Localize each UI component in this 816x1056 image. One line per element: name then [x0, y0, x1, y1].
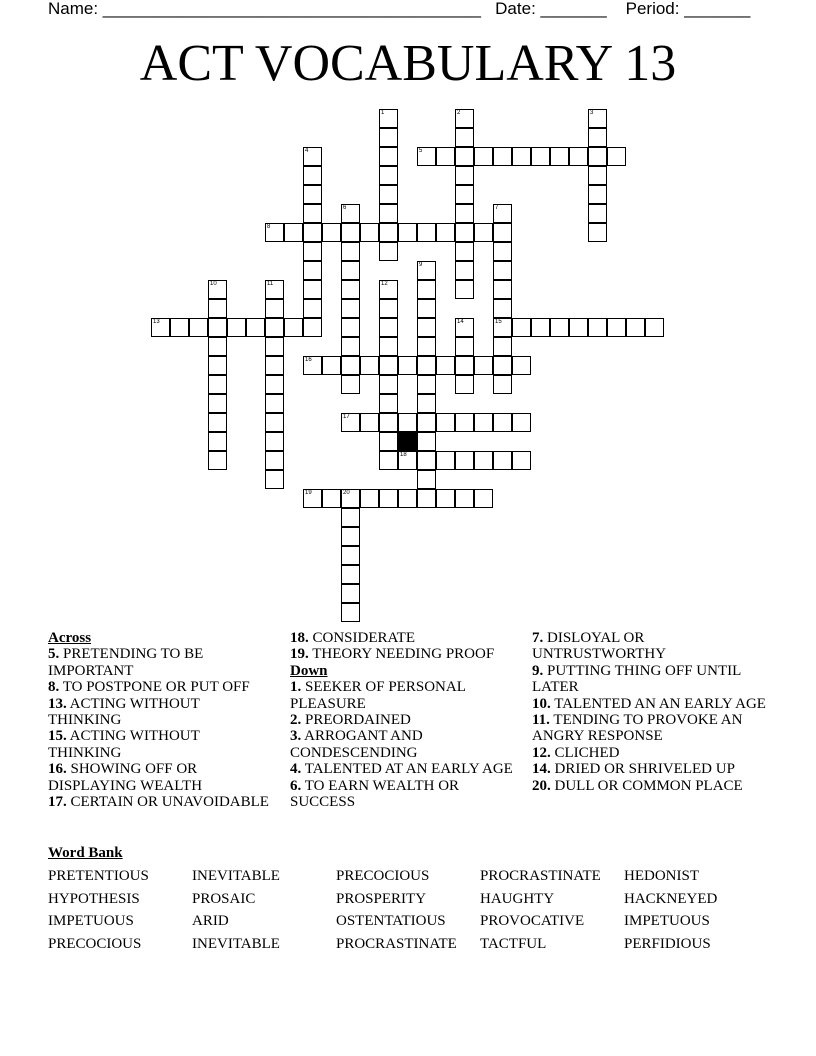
- clue-number: 19: [305, 490, 312, 496]
- clue-text: DULL OR COMMON PLACE: [550, 777, 743, 794]
- clue-text: CONSIDERATE: [308, 630, 416, 646]
- clue-number: 12: [381, 281, 388, 287]
- crossword-cell[interactable]: [208, 394, 227, 413]
- clue-text: ACTING WITHOUT THINKING: [48, 728, 200, 761]
- word-bank-word: PRECOCIOUS: [336, 868, 430, 884]
- crossword-cell[interactable]: [474, 147, 493, 166]
- clue-number: 20.: [532, 777, 551, 794]
- clue-number: 15: [495, 319, 502, 325]
- crossword-cell[interactable]: [208, 432, 227, 451]
- crossword-cell[interactable]: [303, 261, 322, 280]
- crossword-cell[interactable]: [208, 299, 227, 318]
- clue-number: 18: [400, 452, 407, 458]
- clue-number: 3.: [290, 728, 302, 745]
- crossword-cell[interactable]: [417, 318, 436, 337]
- crossword-cell[interactable]: [379, 128, 398, 147]
- word-bank-word: INEVITABLE: [192, 936, 280, 953]
- clue-number: 10: [210, 281, 217, 287]
- crossword-cell[interactable]: [455, 261, 474, 280]
- crossword-cell[interactable]: [474, 356, 493, 375]
- clue-number: 2.: [290, 712, 302, 729]
- crossword-cell[interactable]: [303, 242, 322, 261]
- crossword-cell[interactable]: [455, 451, 474, 470]
- crossword-cell[interactable]: [341, 299, 360, 318]
- crossword-cell[interactable]: [417, 470, 436, 489]
- crossword-cell[interactable]: [645, 318, 664, 337]
- crossword-cell[interactable]: [265, 337, 284, 356]
- clue-number: 15.: [48, 728, 67, 745]
- clue-number: 20: [343, 490, 350, 496]
- crossword-cell[interactable]: [550, 318, 569, 337]
- crossword-cell[interactable]: [265, 280, 284, 299]
- crossword-cell[interactable]: [474, 489, 493, 508]
- clue-text: SEEKER OF PERSONAL PLEASURE: [290, 679, 466, 712]
- clue-item: [48, 646, 273, 679]
- clue-number: 17.: [48, 794, 67, 811]
- crossword-cell[interactable]: [379, 204, 398, 223]
- clue-text: THEORY NEEDING PROOF: [308, 646, 495, 663]
- crossword-cell[interactable]: [417, 394, 436, 413]
- clue-item: [532, 778, 767, 794]
- crossword-cell[interactable]: [303, 185, 322, 204]
- crossword-cell[interactable]: [265, 299, 284, 318]
- crossword-cell[interactable]: [493, 147, 512, 166]
- crossword-cell[interactable]: [170, 318, 189, 337]
- crossword-cell[interactable]: [379, 166, 398, 185]
- clue-text: TALENTED AN AN EARLY AGE: [550, 695, 766, 712]
- page-title: ACT VOCABULARY 13: [139, 35, 677, 92]
- crossword-cell[interactable]: [417, 489, 436, 508]
- crossword-cell[interactable]: [379, 356, 398, 375]
- clue-text: DISLOYAL OR UNTRUSTWORTHY: [532, 630, 667, 663]
- crossword-cell[interactable]: [588, 128, 607, 147]
- word-bank-word: ARID: [192, 913, 229, 930]
- crossword-cell[interactable]: [265, 394, 284, 413]
- crossword-cell[interactable]: [303, 299, 322, 318]
- word-bank-word: IMPETUOUS: [48, 913, 134, 930]
- clue-number: 10.: [532, 695, 551, 712]
- clue-item: [48, 761, 273, 794]
- crossword-cell[interactable]: [588, 204, 607, 223]
- word-bank-word: PRETENTIOUS: [48, 868, 149, 884]
- crossword-cell[interactable]: [512, 318, 531, 337]
- crossword-cell[interactable]: [417, 337, 436, 356]
- crossword-cell[interactable]: [436, 451, 455, 470]
- crossword-cell[interactable]: [493, 318, 512, 337]
- crossword-cell[interactable]: [360, 356, 379, 375]
- crossword-cell[interactable]: [493, 280, 512, 299]
- clue-text: TALENTED AT AN EARLY AGE: [301, 761, 513, 778]
- name-field[interactable]: Name: ________________________________________: [48, 0, 481, 18]
- crossword-cell[interactable]: [379, 451, 398, 470]
- crossword-cell[interactable]: [531, 147, 550, 166]
- clue-number: 7.: [532, 630, 544, 646]
- period-field[interactable]: Period: _______: [625, 0, 751, 18]
- crossword-cell[interactable]: [360, 489, 379, 508]
- crossword-cell[interactable]: [588, 147, 607, 166]
- crossword-cell[interactable]: [417, 375, 436, 394]
- clue-text: CLICHED: [550, 744, 620, 761]
- crossword-cell[interactable]: [303, 356, 322, 375]
- crossword-cell[interactable]: [379, 337, 398, 356]
- word-bank-word: IMPETUOUS: [624, 913, 710, 930]
- crossword-cell[interactable]: [588, 109, 607, 128]
- clue-item: [48, 679, 273, 695]
- crossword-cell[interactable]: [303, 280, 322, 299]
- clue-number: 8.: [48, 679, 60, 696]
- clue-number: 12.: [532, 744, 551, 761]
- clue-item: [532, 663, 767, 696]
- crossword-cell[interactable]: [455, 223, 474, 242]
- word-bank-word: PROCRASTINATE: [336, 936, 457, 953]
- crossword-cell[interactable]: [512, 451, 531, 470]
- word-bank-word: HEDONIST: [624, 868, 699, 884]
- crossword-cell[interactable]: [265, 413, 284, 432]
- crossword-cell[interactable]: [493, 242, 512, 261]
- crossword-cell[interactable]: [341, 603, 360, 622]
- crossword-cell[interactable]: [436, 223, 455, 242]
- crossword-cell[interactable]: [379, 432, 398, 451]
- crossword-cell[interactable]: [379, 318, 398, 337]
- crossword-cell[interactable]: [512, 413, 531, 432]
- clue-number: 18.: [290, 630, 309, 646]
- word-bank-word: OSTENTATIOUS: [336, 913, 446, 930]
- crossword-cell[interactable]: [265, 451, 284, 470]
- crossword-cell[interactable]: [208, 451, 227, 470]
- crossword-cell[interactable]: [474, 451, 493, 470]
- clue-text: TO EARN WEALTH OR SUCCESS: [290, 777, 460, 811]
- clue-item: [532, 696, 767, 712]
- clue-text: ARROGANT AND CONDESCENDING: [290, 728, 423, 761]
- crossword-cell[interactable]: [265, 470, 284, 489]
- crossword-cell[interactable]: [436, 489, 455, 508]
- crossword-cell[interactable]: [208, 318, 227, 337]
- clue-number: 1.: [290, 679, 302, 696]
- clue-number: 9.: [532, 662, 544, 679]
- crossword-cell[interactable]: [341, 204, 360, 223]
- crossword-cell[interactable]: [455, 489, 474, 508]
- clues-column-2: [290, 630, 515, 810]
- crossword-cell[interactable]: [588, 318, 607, 337]
- clue-item: [290, 712, 515, 728]
- crossword-cell[interactable]: [341, 565, 360, 584]
- crossword-cell[interactable]: [341, 280, 360, 299]
- crossword-cell[interactable]: [303, 223, 322, 242]
- clue-number: 7: [495, 205, 499, 211]
- word-bank-word: PROCRASTINATE: [480, 868, 601, 884]
- crossword-cell[interactable]: [208, 375, 227, 394]
- crossword-cell[interactable]: [417, 261, 436, 280]
- crossword-cell[interactable]: [151, 318, 170, 337]
- crossword-cell[interactable]: [398, 489, 417, 508]
- clue-item: [532, 761, 767, 777]
- crossword-cell[interactable]: [341, 356, 360, 375]
- crossword-cell[interactable]: [379, 489, 398, 508]
- crossword-cell[interactable]: [436, 147, 455, 166]
- clue-section-heading: Down: [290, 662, 328, 679]
- crossword-cell[interactable]: [455, 337, 474, 356]
- word-bank-word: HACKNEYED: [624, 890, 718, 907]
- clue-number: 9: [419, 262, 423, 268]
- crossword-cell[interactable]: [493, 204, 512, 223]
- clue-number: 13.: [48, 695, 67, 712]
- clue-number: 5: [419, 148, 423, 154]
- word-bank-word: PROVOCATIVE: [480, 913, 585, 930]
- clue-number: 5.: [48, 646, 60, 663]
- crossword-cell[interactable]: [455, 185, 474, 204]
- clue-number: 16.: [48, 761, 67, 778]
- clue-text: DRIED OR SHRIVELED UP: [550, 761, 735, 778]
- crossword-cell[interactable]: [341, 584, 360, 603]
- clues-column-3: [532, 630, 767, 794]
- crossword-cell[interactable]: [303, 166, 322, 185]
- clue-item: [290, 646, 515, 662]
- crossword-cell[interactable]: [341, 261, 360, 280]
- clue-number: 8: [267, 224, 271, 230]
- crossword-cell[interactable]: [398, 413, 417, 432]
- crossword-cell[interactable]: [550, 147, 569, 166]
- crossword-cell[interactable]: [265, 356, 284, 375]
- crossword-cell[interactable]: [208, 413, 227, 432]
- crossword-cell[interactable]: [303, 489, 322, 508]
- crossword-cell[interactable]: [455, 109, 474, 128]
- crossword-cell[interactable]: [417, 299, 436, 318]
- crossword-cell[interactable]: [227, 318, 246, 337]
- crossword-cell[interactable]: [493, 299, 512, 318]
- crossword-cell[interactable]: [341, 223, 360, 242]
- crossword-cell[interactable]: [379, 394, 398, 413]
- clue-item: [532, 712, 767, 745]
- clue-number: 17: [343, 414, 350, 420]
- crossword-cell[interactable]: [208, 356, 227, 375]
- crossword-cell[interactable]: [417, 147, 436, 166]
- clue-item: [290, 630, 515, 646]
- crossword-cell[interactable]: [341, 546, 360, 565]
- crossword-cell[interactable]: [379, 413, 398, 432]
- crossword-cell[interactable]: [322, 223, 341, 242]
- word-bank-word: TACTFUL: [480, 936, 547, 953]
- word-bank-word: INEVITABLE: [192, 868, 280, 884]
- crossword-cell[interactable]: [265, 318, 284, 337]
- clue-number: 1: [381, 110, 385, 116]
- clue-number: 4.: [290, 761, 302, 778]
- crossword-cell[interactable]: [588, 166, 607, 185]
- crossword-cell[interactable]: [417, 413, 436, 432]
- crossword-cell[interactable]: [341, 413, 360, 432]
- clue-item: [532, 630, 767, 663]
- crossword-cell[interactable]: [398, 451, 417, 470]
- crossword-cell[interactable]: [512, 147, 531, 166]
- crossword-cell[interactable]: [284, 223, 303, 242]
- crossword-cell[interactable]: [493, 337, 512, 356]
- crossword-cell[interactable]: [322, 356, 341, 375]
- crossword-cell[interactable]: [417, 432, 436, 451]
- crossword-cell[interactable]: [436, 356, 455, 375]
- clue-item: [48, 794, 273, 810]
- crossword-cell[interactable]: [208, 337, 227, 356]
- crossword-cell[interactable]: [360, 413, 379, 432]
- clue-number: 11: [267, 281, 274, 287]
- crossword-cell[interactable]: [341, 508, 360, 527]
- clue-number: 3: [590, 110, 594, 116]
- crossword-cell[interactable]: [379, 242, 398, 261]
- crossword-cell[interactable]: [607, 318, 626, 337]
- crossword-cell[interactable]: [493, 413, 512, 432]
- crossword-cell[interactable]: [569, 147, 588, 166]
- crossword-cell[interactable]: [493, 375, 512, 394]
- crossword-cell[interactable]: [417, 356, 436, 375]
- clue-text: PREORDAINED: [301, 712, 411, 729]
- crossword-cell[interactable]: [398, 223, 417, 242]
- clue-number: 14.: [532, 761, 551, 778]
- date-field[interactable]: Date: _______: [495, 0, 607, 18]
- crossword-cell[interactable]: [531, 318, 550, 337]
- clue-number: 13: [153, 319, 160, 325]
- crossword-cell[interactable]: [284, 318, 303, 337]
- crossword-cell[interactable]: [588, 185, 607, 204]
- crossword-cell[interactable]: [341, 337, 360, 356]
- crossword-cell[interactable]: [379, 109, 398, 128]
- word-bank-word: PERFIDIOUS: [624, 936, 711, 953]
- clue-item: [290, 778, 515, 811]
- clue-item: [48, 728, 273, 761]
- crossword-cell[interactable]: [208, 280, 227, 299]
- crossword-cell[interactable]: [379, 223, 398, 242]
- clue-text: ACTING WITHOUT THINKING: [48, 695, 200, 729]
- crossword-cell[interactable]: [436, 413, 455, 432]
- crossword-cell[interactable]: [341, 375, 360, 394]
- clue-item: [48, 696, 273, 729]
- crossword-cell[interactable]: [341, 527, 360, 546]
- crossword-cell[interactable]: [455, 280, 474, 299]
- word-bank-word: HAUGHTY: [480, 890, 555, 907]
- crossword-cell[interactable]: [322, 489, 341, 508]
- crossword-cell[interactable]: [588, 223, 607, 242]
- word-bank-word: PROSPERITY: [336, 890, 427, 907]
- crossword-cell[interactable]: [455, 242, 474, 261]
- clue-text: CERTAIN OR UNAVOIDABLE: [66, 794, 269, 811]
- word-bank-word: HYPOTHESIS: [48, 890, 140, 907]
- crossword-cell[interactable]: [379, 375, 398, 394]
- clue-section-heading: Across: [48, 630, 92, 646]
- clue-text: PUTTING THING OFF UNTIL LATER: [532, 662, 741, 696]
- clue-number: 16: [305, 357, 312, 363]
- crossword-cell[interactable]: [379, 147, 398, 166]
- crossword-cell[interactable]: [455, 318, 474, 337]
- crossword-cell[interactable]: [455, 147, 474, 166]
- word-bank-word: PROSAIC: [192, 890, 256, 907]
- clue-text: SHOWING OFF OR DISPLAYING WEALTH: [48, 761, 203, 794]
- crossword-cell[interactable]: [341, 242, 360, 261]
- clue-text: TO POSTPONE OR PUT OFF: [59, 679, 250, 696]
- blocked-square: [398, 432, 417, 451]
- clue-item: [290, 679, 515, 712]
- crossword-cell[interactable]: [379, 185, 398, 204]
- crossword-cell[interactable]: [265, 432, 284, 451]
- crossword-cell[interactable]: [607, 147, 626, 166]
- crossword-cell[interactable]: [455, 356, 474, 375]
- crossword-cell[interactable]: [379, 280, 398, 299]
- clue-item: [290, 761, 515, 777]
- crossword-cell[interactable]: [493, 261, 512, 280]
- crossword-cell[interactable]: [474, 223, 493, 242]
- crossword-cell[interactable]: [341, 318, 360, 337]
- clue-number: 2: [457, 110, 461, 116]
- crossword-cell[interactable]: [626, 318, 645, 337]
- crossword-cell[interactable]: [455, 204, 474, 223]
- word-bank-word: PRECOCIOUS: [48, 936, 142, 953]
- clue-number: 4: [305, 148, 309, 154]
- crossword-cell[interactable]: [303, 147, 322, 166]
- crossword-cell[interactable]: [341, 489, 360, 508]
- clue-text: TENDING TO PROVOKE AN ANGRY RESPONSE: [532, 712, 743, 745]
- clue-number: 6: [343, 205, 347, 211]
- crossword-cell[interactable]: [512, 356, 531, 375]
- crossword-cell[interactable]: [398, 356, 417, 375]
- crossword-cell[interactable]: [569, 318, 588, 337]
- crossword-cell[interactable]: [303, 318, 322, 337]
- crossword-cell[interactable]: [455, 375, 474, 394]
- crossword-cell[interactable]: [455, 166, 474, 185]
- crossword-cell[interactable]: [493, 451, 512, 470]
- clue-text: PRETENDING TO BE IMPORTANT: [48, 646, 204, 679]
- crossword-cell[interactable]: [360, 223, 379, 242]
- clue-item: [532, 745, 767, 761]
- crossword-cell[interactable]: [474, 413, 493, 432]
- crossword-cell[interactable]: [493, 356, 512, 375]
- crossword-cell[interactable]: [493, 223, 512, 242]
- crossword-cell[interactable]: [379, 299, 398, 318]
- crossword-cell[interactable]: [417, 280, 436, 299]
- crossword-cell[interactable]: [455, 128, 474, 147]
- crossword-cell[interactable]: [246, 318, 265, 337]
- clue-number: 14: [457, 319, 464, 325]
- crossword-cell[interactable]: [455, 413, 474, 432]
- crossword-cell[interactable]: [265, 223, 284, 242]
- clue-number: 11.: [532, 712, 550, 729]
- clue-item: [290, 728, 515, 761]
- crossword-cell[interactable]: [265, 375, 284, 394]
- crossword-cell[interactable]: [417, 223, 436, 242]
- crossword-cell[interactable]: [417, 451, 436, 470]
- crossword-cell[interactable]: [303, 204, 322, 223]
- clue-number: 19.: [290, 646, 309, 663]
- word-bank-heading: Word Bank: [48, 845, 123, 861]
- clue-number: 6.: [290, 777, 302, 794]
- crossword-cell[interactable]: [189, 318, 208, 337]
- clues-column-1: [48, 630, 273, 810]
